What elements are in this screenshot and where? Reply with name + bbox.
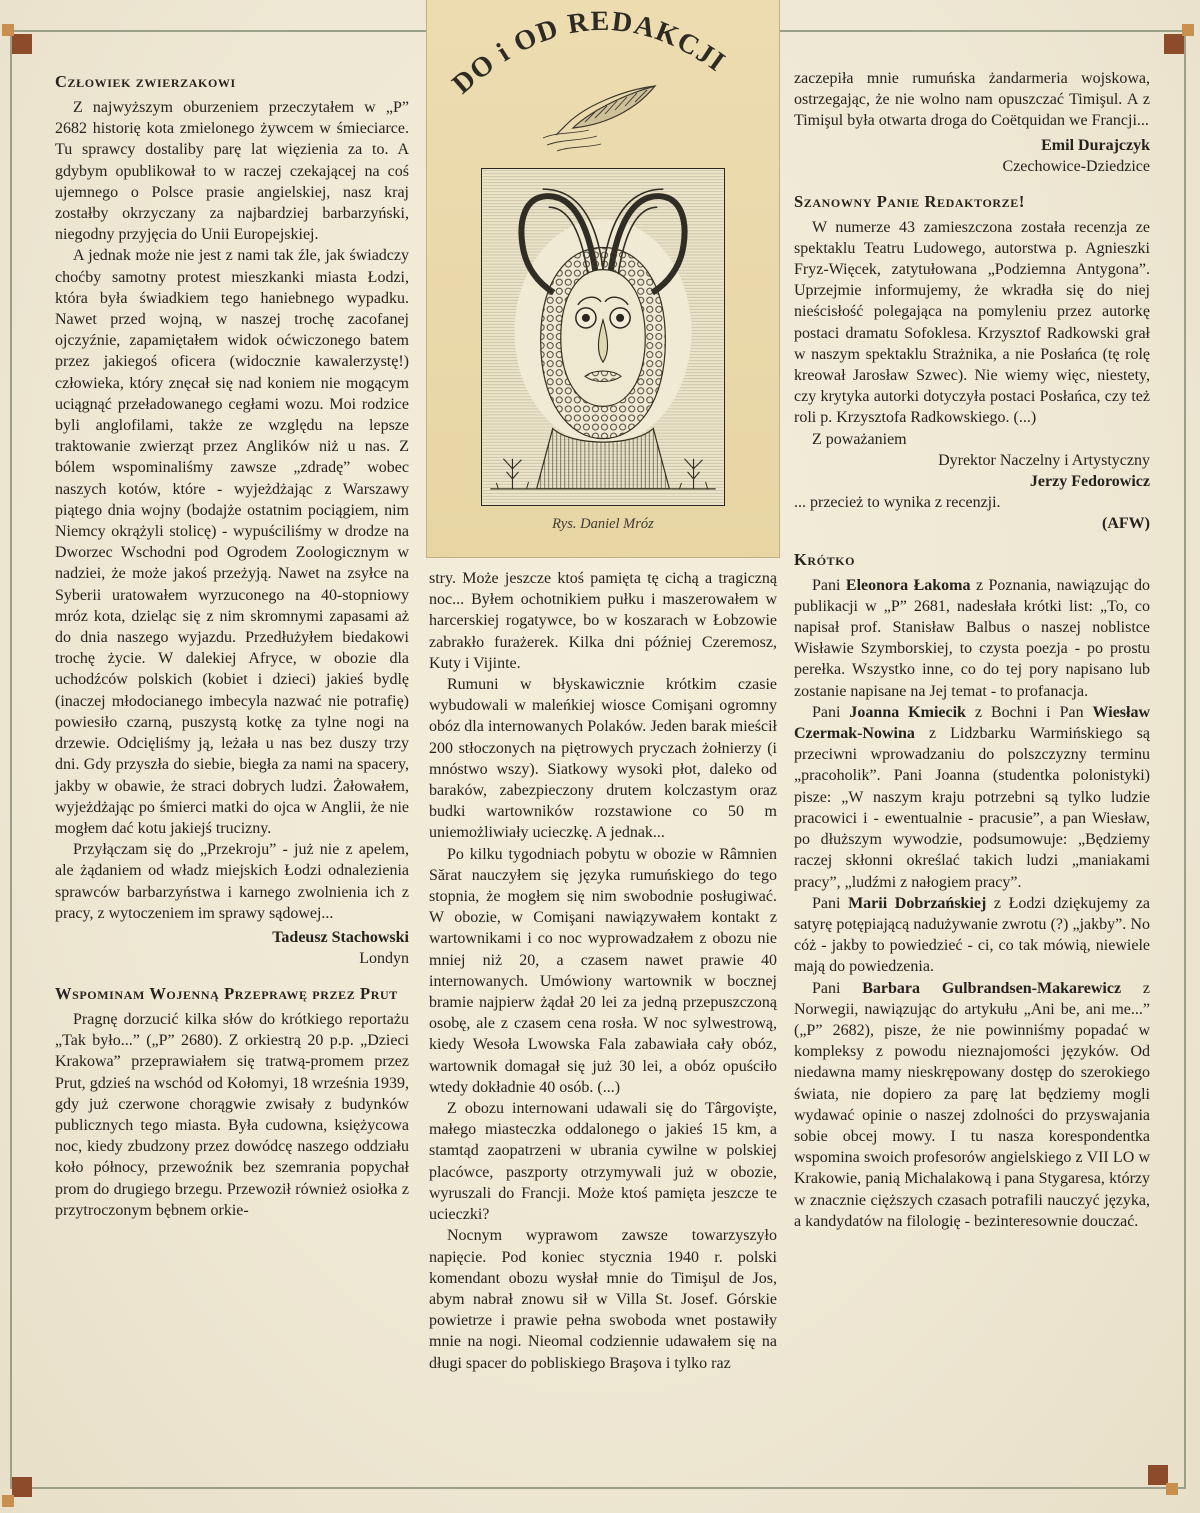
corner-ornament-top-left bbox=[2, 24, 34, 56]
paragraph: Rumuni w błyskawicznie krótkim czasie wybudowali w maleńkiej wiosce Comişani ogromny obóz dla internowanych Polaków. Jeden barak mieścił 200 stłoczonych na piętrowych pryczach żołnierzy (i mnóstwo wszy). Siatkowy wysoki płot, daleko od baraków, zabezpieczony drutem kolczastym oraz budki wartowników rozstawione co 50 m uniemożliwiały ucieczkę. A jednak... bbox=[429, 676, 777, 842]
paragraph: Nocnym wyprawom zawsze towarzyszyło napięcie. Pod koniec stycznia 1940 r. polski komendant obozu wysłał mnie do Timişul de Jos, abym nabrał znowu sił w Villa St. Josef. Górskie powietrze i prawie pełna swoboda wnet postawiły mnie na nogi. Nieomal codziennie udawałem się na długi spacer do pobliskiego Braşova i tylko raz bbox=[429, 1227, 777, 1372]
paragraph: A jednak może nie jest z nami tak źle, jak świadczy choćby samotny protest mieszkanki miasta Łodzi, która była świadkiem tego haniebnego wypadku. Nawet przed wojną, w naszej trochę zacofanej ojczyźnie, zapamiętałem widok oćwiczonego batem przez jakiegoś oficera (widocznie kawalerzystę!) człowieka, który znęcał się nad koniem nie mogącym uciągnąć przeładowanego cegłami wozu. Moi rodzice byli anglofilami, także ze względu na lepsze traktowanie zwierząt przez Anglików niż u nas. Z bólem wspominaliśmy zawsze „zdradę” wobec naszych kotów, które - wyjeżdżając z Warszawy piątego dnia wojny (bodajże ostatnim pociągiem, nim Niemcy okrążyli stolicę) - wypuściliśmy w drodze na Dworzec Wschodni pod Ogrodem Zoologicznym w nadziei, że może jakoś przeżyją. Nawet na zsyłce na Syberii uratowałem wyrzuconego na 40-stopniowy mróz kota, dzieląc się z nim skromnymi zapasami aż do dnia naszego wyjazdu. Przedłużyłem biedakowi trochę życie. W dalekiej Afryce, w obozie dla uchodźców polskich (kobiet i dzieci) jakieś bydlę (inaczej młodocianego imbecyla nazwać nie potrafię) powiesiło czarną, puszystą kotkę za tylne nogi na drzewie. Odcięliśmy ją, leżała u nas bez duszy trzy dni. Gdy przyszła do siebie, biegła za nami na spacery, jakby w obawie, że straci dobrych ludzi. Żałowałem, wyjeżdżając po śmierci matki do ojca w Anglii, że nie mogłem dać kotu jakiejś trucizny. bbox=[55, 247, 409, 837]
mroz-illustration bbox=[482, 169, 724, 505]
center-column bbox=[429, 568, 777, 1374]
corner-ornament-bottom-right bbox=[1146, 1463, 1178, 1495]
signature-name: Emil Durajczyk bbox=[1041, 136, 1150, 154]
paragraph: Z obozu internowani udawali się do Târgovişte, małego miasteczka oddalonego o jakieś 15 km, a stamtąd zaopatrzeni w ubrania cywilne w polskiej placówce, paszporty otrzymywali już w obozie, wyruszali do Francji. Może ktoś pamięta jeszcze te ucieczki? bbox=[429, 1100, 777, 1224]
letter-heading-czlowiek-zwierzakowi: Człowiek zwierzakowi bbox=[55, 72, 236, 91]
signature-name: Tadeusz Stachowski bbox=[272, 928, 409, 946]
signature-place: Czechowice-Dziedzice bbox=[1002, 157, 1150, 175]
letter-signature bbox=[794, 135, 1150, 177]
editor-initials: (AFW) bbox=[1102, 515, 1150, 533]
paragraph: stry. Może jeszcze ktoś pamięta tę cichą a tragiczną noc... Byłem ochotnikiem pułku i maszerowałem w harcerskiej rogatywce, bo w koszarach w Łobzowie zabrakło furażerek. Kilka dni później Czeremosz, Kuty i Vijinte. bbox=[429, 570, 777, 672]
letter-heading-przeprawa-przez-prut: Wspominam Wojenną Przeprawę przez Prut bbox=[55, 983, 398, 1003]
corner-ornament-bottom-left bbox=[2, 1475, 34, 1507]
right-column bbox=[794, 68, 1150, 1232]
editor-postscript: ... przecież to wynika z recenzji. bbox=[794, 494, 1001, 512]
illustration-caption: Rys. Daniel Mróz bbox=[552, 516, 654, 532]
masthead-title-text: DO i OD REDAKCJI bbox=[446, 5, 732, 101]
paragraph: Przyłączam się do „Przekroju” - już nie z apelem, ale żądaniem od władz miejskich Łodzi odnalezienia sprawców barbarzyństwa i karnego zwolnienia ich z pracy, z wytoczeniem im sprawy sądowej... bbox=[55, 841, 409, 922]
paragraph: Po kilku tygodniach pobytu w obozie w Râmnien Sărat nauczyłem się języka rumuńskiego do tego stopnia, że mogłem się nim swobodnie posługiwać. W obozie, w Comişani nawiązywałem kontakt z wartownikami i co noc wyprowadzałem z obozu nie mniej niż 20, a czasem nawet prawie 40 internowanych. Umówiony wartownik w bocznej bramie najpierw żądał 20 lei za jedną przepuszczoną osobę, ale z czasem cena rosła. W noc sylwestrową, kiedy Wesoła Lwowska Fala zabawiała cały obóz, wartownik domagał się już 30 lei, a obóz opuściło wtedy dokładnie 40 osób. (...) bbox=[429, 845, 777, 1096]
paragraph: Pani Eleonora Łakoma z Poznania, nawiązując do publikacji w „P” 2681, nadesłała krótki list: „To, co napisał prof. Stanisław Balbus o naszej noblistce Wisławie Szymborskiej, to czysta poezja - po prostu perełka. Wszystko inne, co do tej pory napisano lub zostanie napisane na Jej temat - to profanacja. bbox=[794, 576, 1150, 700]
closing-name: Jerzy Fedorowicz bbox=[1029, 473, 1150, 491]
paragraph: Pragnę dorzucić kilka słów do krótkiego reportażu „Tak było...” („P” 2680). Z orkiestrą 20 p.p. „Dzieci Krakowa” przeprawiałem się tratwą-promem przez Prut, gdzieś na wschód od Kołomyi, 18 września 1939, gdy już czerwone chorągwie zwisały z budynków publicznych tego miasta. Była cudowna, księżycowa noc, kiedy zbudzony przez dowódcę naszego oddziału koło północy, przewoźnik bez szemrania popychał prom do drugiego brzegu. Przewoził również osiołka z przytroczonym bębnem orkie- bbox=[55, 1010, 409, 1219]
quill-illustration bbox=[527, 78, 677, 156]
letter-heading-szanowny-panie-redaktorze: Szanowny Panie Redaktorze! bbox=[794, 191, 1025, 211]
paragraph: Z najwyższym oburzeniem przeczytałem w „P” 2682 historię kota zmielonego żywcem w śmieciarce. Tu sprawcy dostaliby parę lat więzienia za to. A gdybym opublikował to w raczej czekającej na coś ujemnego o Polsce prasie angielskiej, nasz kraj zostałby okrzyczany za najbardziej barbarzyński, niegodny przyjęcia do Unii Europejskiej. bbox=[55, 99, 409, 244]
paragraph: Pani Marii Dobrzańskiej z Łodzi dziękujemy za satyrę potępiającą nadużywanie zwrotu (?) „jakby”. No cóż - jakby to powiedzieć - ci, co tak mówią, niewiele mają do powiedzenia. bbox=[794, 894, 1151, 976]
section-heading-krotko: Krótko bbox=[794, 549, 856, 569]
paragraph: zaczepiła mnie rumuńska żandarmeria wojskowa, ostrzegając, że nie wolno nam opuszczać Timişul. A z Timişul była otwarta droga do Coëtquidan we Francji... bbox=[794, 70, 1150, 130]
paragraph: Pani Joanna Kmiecik z Bochni i Pan Wiesław Czermak-Nowina z Lidzbarku Warmińskiego są przeciwni wprowadzaniu do polszczyzny terminu „pracoholik”. Pani Joanna (studentka polonistyki) pisze: „W naszym kraju potrzebni są tylko ludzie pracowici i - ewentualnie - pracusie”, a pan Wiesław, po dłuższym wywodzie, podsumowuje: „Będziemy raczej skłonni określać takich ludzi „maniakami pracy”, „ludźmi z nałogiem pracy”. bbox=[794, 703, 1151, 891]
left-column bbox=[55, 72, 409, 1221]
closing-role: Dyrektor Naczelny i Artystyczny bbox=[938, 451, 1150, 469]
corner-ornament-top-right bbox=[1162, 24, 1194, 56]
mroz-illustration-frame bbox=[481, 168, 725, 506]
signature-place: Londyn bbox=[359, 949, 409, 967]
paragraph: Pani Barbara Gulbrandsen-Makarewicz z Norwegii, nawiązując do artykułu „Ani be, ani me...” („P” 2682), pisze, że nie powinniśmy popadać w kompleksy z powodu nieznajomości języków. Od niedawna mamy nieskrępowany dostęp do szerokiego świata, nie dopiero za parę lat będziemy mogli wydawać opinie o naszej zdolności do przyswajania sobie obcej mowy. I tu nasza korespondentka wspomina swoich profesorów angielskiego z VII LO w Krakowie, panią Michalakową i pana Stygaresa, którzy w znacznie cięższych czasach potrafili nauczyć języka, a kandydatów na filologię - bezinteresownie douczać. bbox=[794, 979, 1150, 1230]
closing-line: Z poważaniem bbox=[812, 430, 907, 448]
masthead-box bbox=[426, 0, 780, 558]
paragraph: W numerze 43 zamieszczona została recenzja ze spektaklu Teatru Ludowego, autorstwa p. Agnieszki Fryz-Więcek, zatytułowana „Podziemna Antygona”. Uprzejmie informujemy, że wkradła się do niej nieścisłość polegająca na pomyleniu przez autorkę postaci dramatu Sofoklesa. Krzysztof Radkowski grał w naszym spektaklu Strażnika, a nie Posłańca (tę rolę kreował Jarosław Szwec). Nie wiemy więc, niestety, czy krytyka autorki dotyczyła postaci Posłańca, czy też roli p. Krzysztofa Radkowskiego. (...) bbox=[794, 218, 1150, 427]
letter-signature bbox=[55, 927, 409, 969]
